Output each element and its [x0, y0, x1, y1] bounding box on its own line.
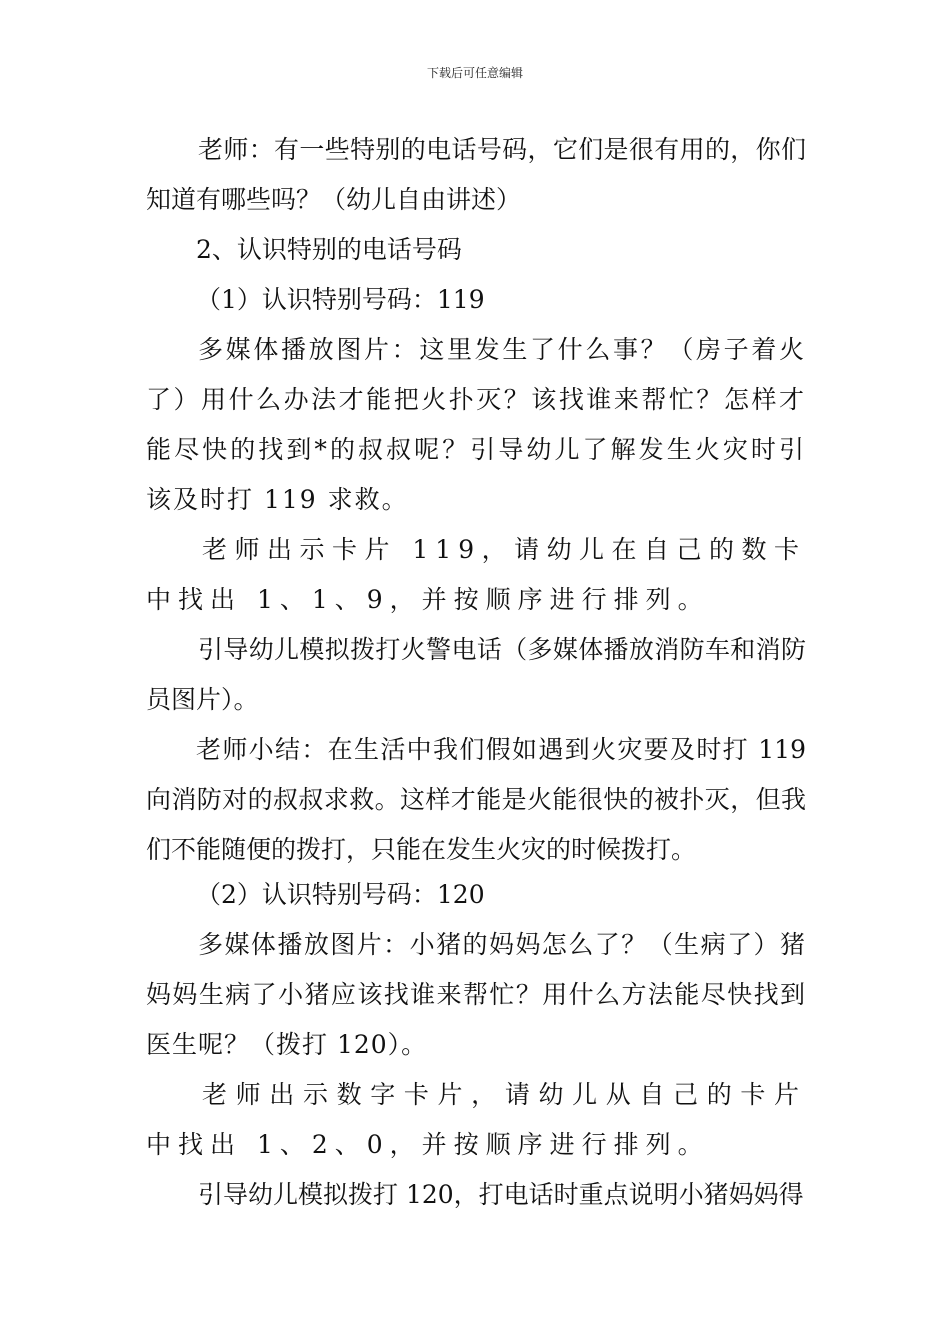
- paragraph-teacher-intro: 老师：有一些特别的电话号码，它们是很有用的，你们知道有哪些吗？（幼儿自由讲述）: [146, 135, 806, 214]
- paragraph-fire-picture: 多媒体播放图片：这里发生了什么事？（房子着火了）用什么办法才能把火扑灭？该找谁来帮忙？怎样才能尽快的找到*的叔叔呢？引导幼儿了解发生火灾时引该及时打 119 求救。: [146, 335, 806, 514]
- paragraph-subheading-120: （2）认识特别号码：120: [196, 880, 485, 909]
- paragraph-piglet-picture: 多媒体播放图片：小猪的妈妈怎么了？（生病了）猪妈妈生病了小猪应该找谁来帮忙？用什么方法能尽快找到医生呢？（拨打 120）。: [146, 930, 806, 1059]
- paragraph-teacher-summary: 老师小结：在生活中我们假如遇到火灾要及时打 119 向消防对的叔叔求救。这样才能是火能很快的被扑灭，但我们不能随便的拨打，只能在发生火灾的时候拨打。: [146, 735, 806, 864]
- paragraph-card-120: 老师出示数字卡片，请幼儿从自己的卡片中找出 1、2、0，并按顺序进行排列。: [146, 1080, 806, 1159]
- paragraph-fire-call: 引导幼儿模拟拨打火警电话（多媒体播放消防车和消防员图片）。: [146, 635, 806, 714]
- paragraph-card-119: 老师出示卡片 119，请幼儿在自己的数卡中找出 1、1、9，并按顺序进行排列。: [146, 535, 806, 614]
- paragraph-section-heading: 2、认识特别的电话号码: [196, 235, 462, 264]
- paragraph-subheading-119: （1）认识特别号码：119: [196, 285, 485, 314]
- page-header: 下载后可任意编辑: [426, 66, 523, 80]
- paragraph-ambulance-call: 引导幼儿模拟拨打 120，打电话时重点说明小猪妈妈得: [198, 1180, 804, 1209]
